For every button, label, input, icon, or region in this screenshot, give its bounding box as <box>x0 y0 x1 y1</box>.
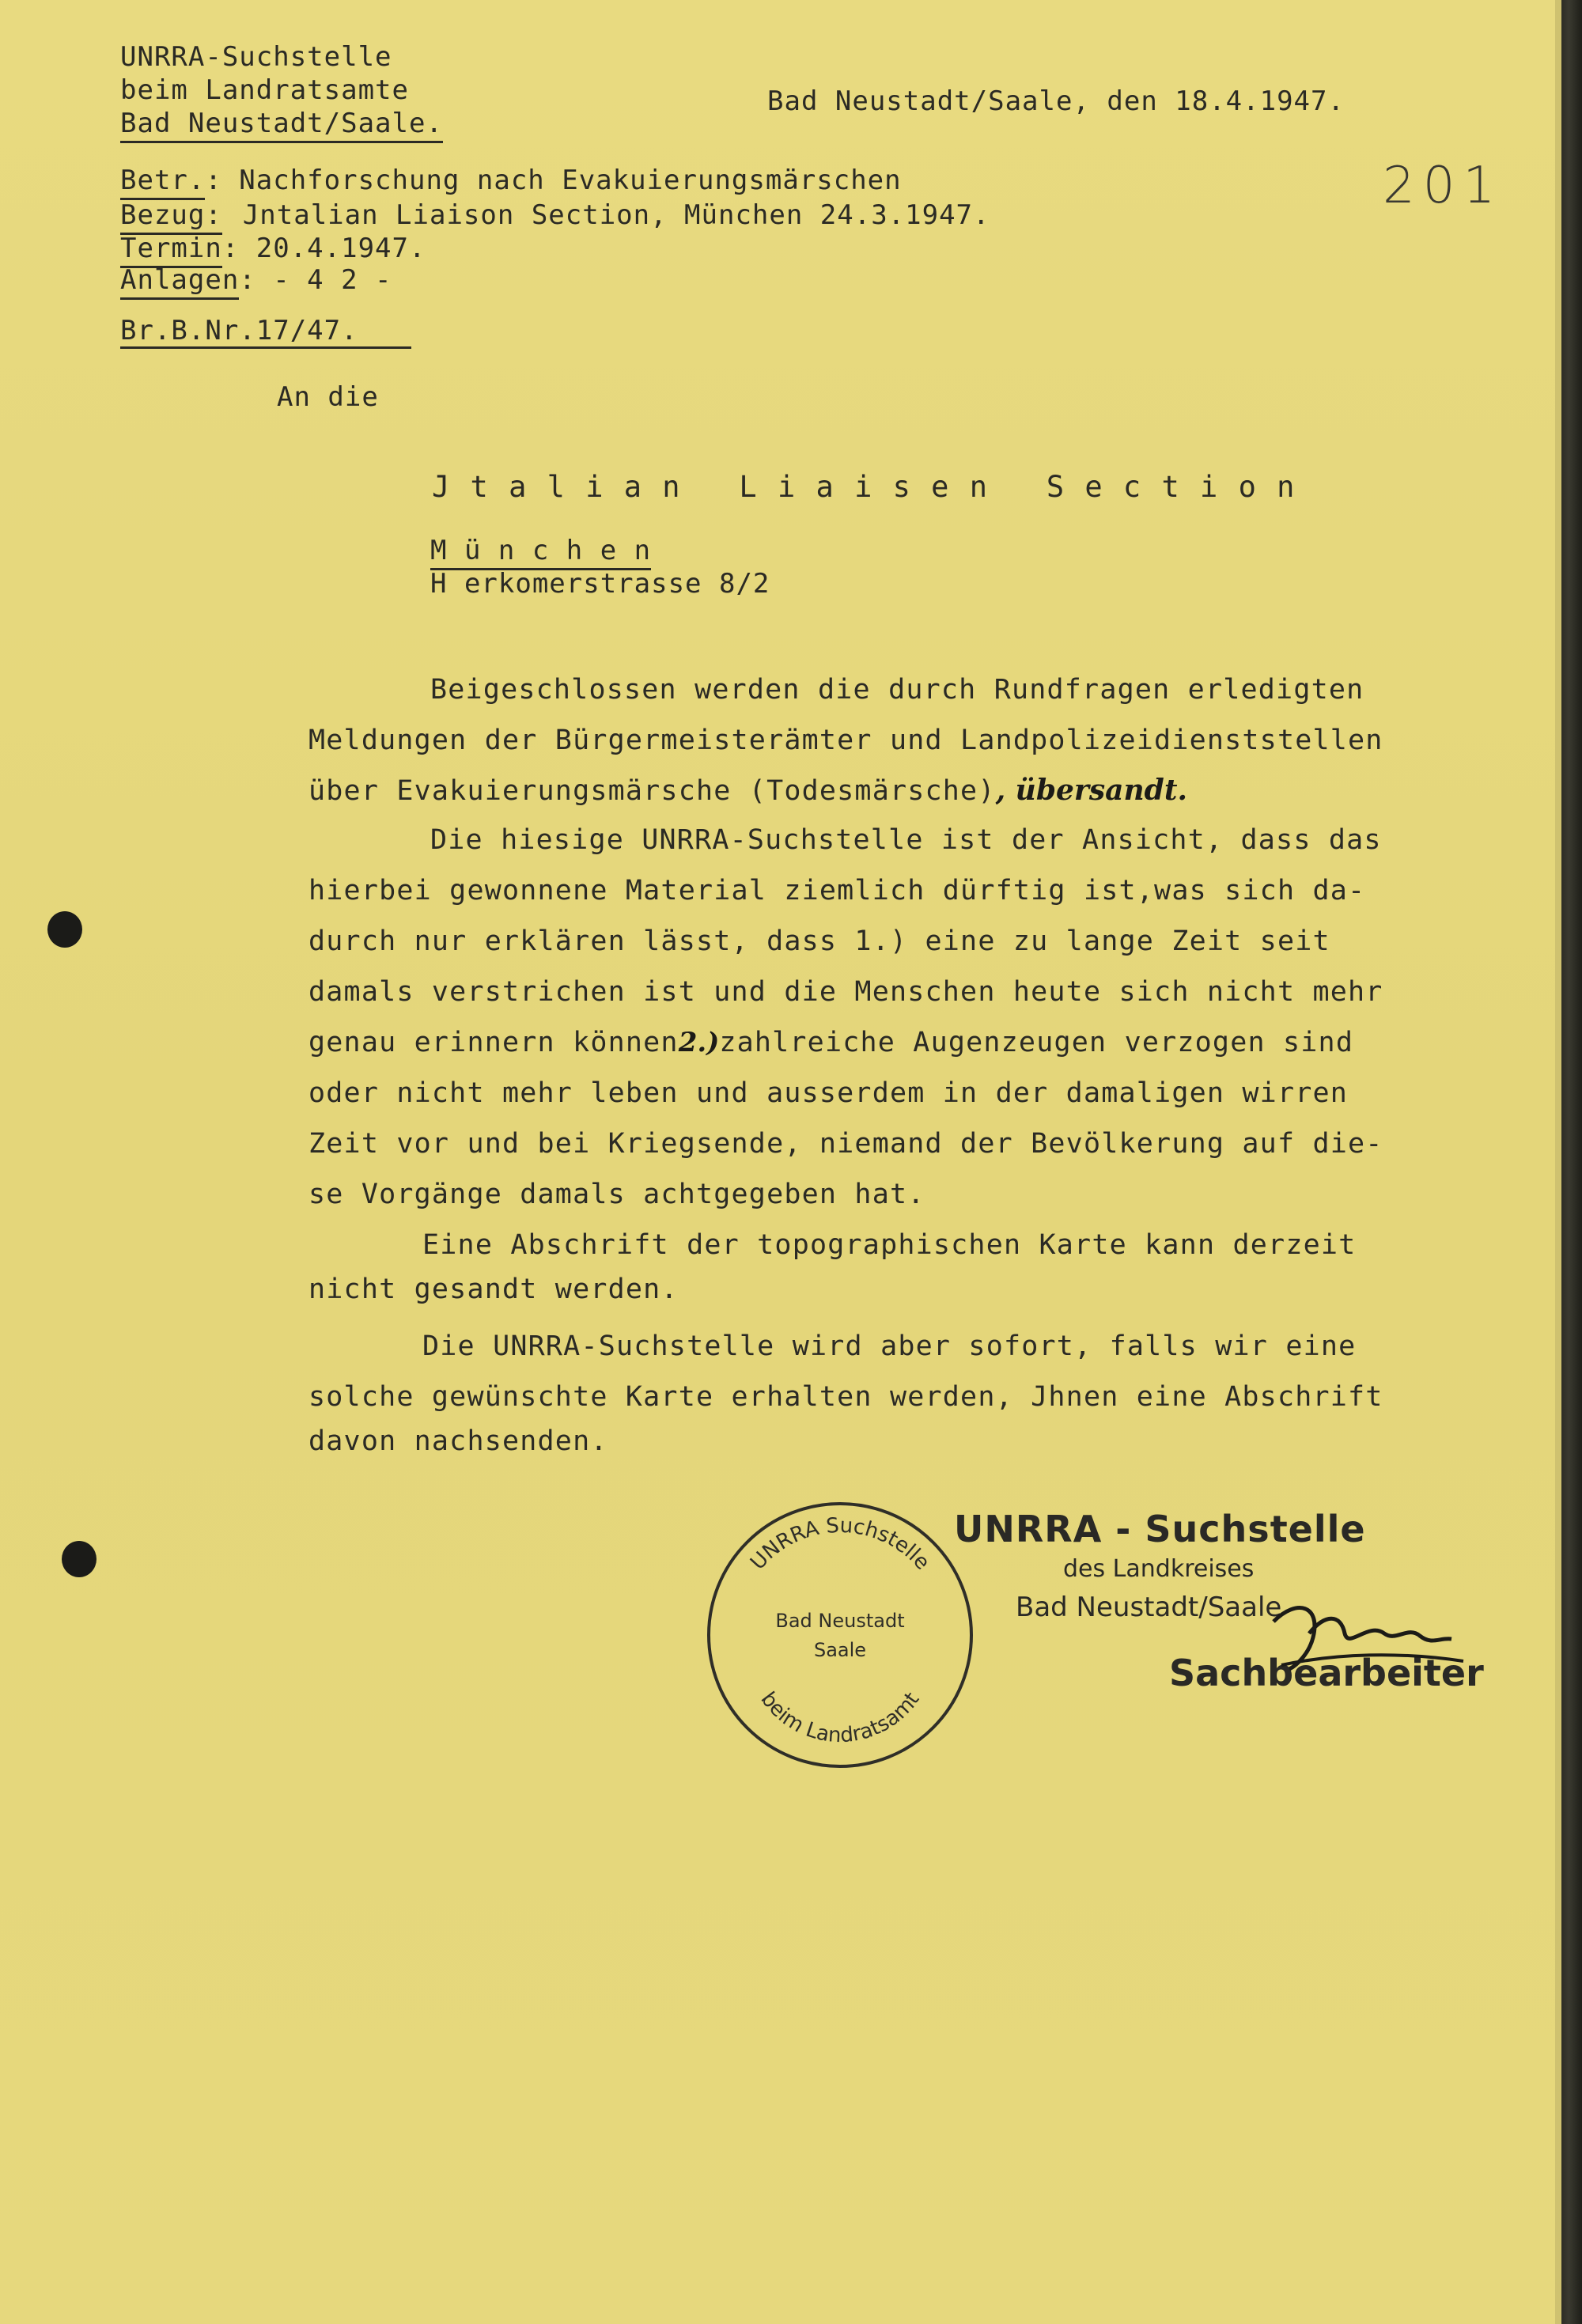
page-number: 201 <box>1383 157 1504 215</box>
betr-line <box>120 165 902 196</box>
bezug-label: Bezug: <box>120 199 222 235</box>
stamp-block-role: Sachbearbeiter <box>1169 1652 1484 1694</box>
sender-line-2: beim Landratsamte <box>120 74 409 106</box>
body-line: Zeit vor und bei Kriegsende, niemand der Bevölkerung auf die- <box>308 1128 1383 1160</box>
termin-value: : 20.4.1947. <box>221 233 426 264</box>
sender-line-1: UNRRA-Suchstelle <box>120 41 392 73</box>
stamp-ring-bottom: beim Landratsamt <box>755 1687 925 1748</box>
body-line: se Vorgänge damals achtgegeben hat. <box>308 1179 925 1210</box>
body-line: damals verstrichen ist und die Menschen heute sich nicht mehr <box>308 976 1383 1008</box>
body-line: hierbei gewonnene Material ziemlich dürftig ist,was sich da- <box>308 875 1366 907</box>
betr-value: : Nachforschung nach Evakuierungsmärschen <box>205 165 902 196</box>
stamp-block-line-2: des Landkreises <box>1063 1555 1255 1583</box>
recipient-street: H erkomerstrasse 8/2 <box>430 568 770 600</box>
body-line <box>308 774 1187 807</box>
signature <box>1266 1590 1471 1680</box>
betr-label: Betr. <box>120 165 205 200</box>
bezug-value: Jntalian Liaison Section, München 24.3.1947. <box>242 199 990 231</box>
anlagen-line <box>120 264 392 296</box>
body-line: Die hiesige UNRRA-Suchstelle ist der Ansicht, dass das <box>430 824 1382 856</box>
body-line: durch nur erklären lässt, dass 1.) eine zu lange Zeit seit <box>308 925 1330 957</box>
body-line: solche gewünschte Karte erhalten werden, Jhnen eine Abschrift <box>308 1381 1383 1413</box>
stamp-block-line-3: Bad Neustadt/Saale <box>1016 1592 1282 1623</box>
page-edge <box>1560 0 1582 2324</box>
stamp-ring-top: UNRRA Suchstelle <box>746 1513 935 1575</box>
body-line <box>308 1027 1353 1058</box>
anlagen-value: : - 4 2 - <box>239 264 392 296</box>
place-date: Bad Neustadt/Saale, den 18.4.1947. <box>767 85 1345 117</box>
body-text: über Evakuierungsmärsche (Todesmärsche) <box>308 775 996 807</box>
body-line: nicht gesandt werden. <box>308 1274 679 1305</box>
recipient-city: M ü n c h e n <box>430 535 651 570</box>
stamp-center-line-1: Bad Neustadt <box>775 1610 905 1632</box>
termin-line <box>120 233 426 264</box>
body-text: zahlreiche Augenzeugen verzogen sind <box>719 1027 1354 1058</box>
brb-number: Br.B.Nr.17/47. <box>120 315 411 349</box>
handwritten-insert: 2.) <box>678 1027 720 1058</box>
stamp-center-line-2: Saale <box>813 1639 867 1661</box>
body-line: davon nachsenden. <box>308 1425 608 1457</box>
handwritten-insert: , übersandt. <box>995 774 1187 807</box>
body-text: genau erinnern können <box>308 1027 679 1058</box>
anlagen-label: Anlagen <box>120 264 239 300</box>
body-line: Beigeschlossen werden die durch Rundfragen erledigten <box>430 674 1364 706</box>
salutation: An die <box>277 381 379 413</box>
termin-label: Termin <box>120 233 222 268</box>
signature-mark <box>1266 1590 1471 1677</box>
punch-hole-bottom <box>62 1541 97 1577</box>
round-stamp <box>698 1489 982 1773</box>
bezug-line <box>120 199 990 231</box>
stamp-block-title: UNRRA - Suchstelle <box>954 1508 1366 1550</box>
recipient-name: J t a l i a n L i a i s e n S e c t i o n <box>432 470 1296 504</box>
sender-line-3: Bad Neustadt/Saale. <box>120 108 443 143</box>
body-line: Eine Abschrift der topographischen Karte kann derzeit <box>422 1229 1357 1261</box>
body-line: Die UNRRA-Suchstelle wird aber sofort, falls wir eine <box>422 1330 1357 1362</box>
body-line: Meldungen der Bürgermeisterämter und Landpolizeidienststellen <box>308 725 1383 756</box>
punch-hole-top <box>47 911 82 948</box>
body-line: oder nicht mehr leben und ausserdem in der damaligen wirren <box>308 1077 1349 1109</box>
